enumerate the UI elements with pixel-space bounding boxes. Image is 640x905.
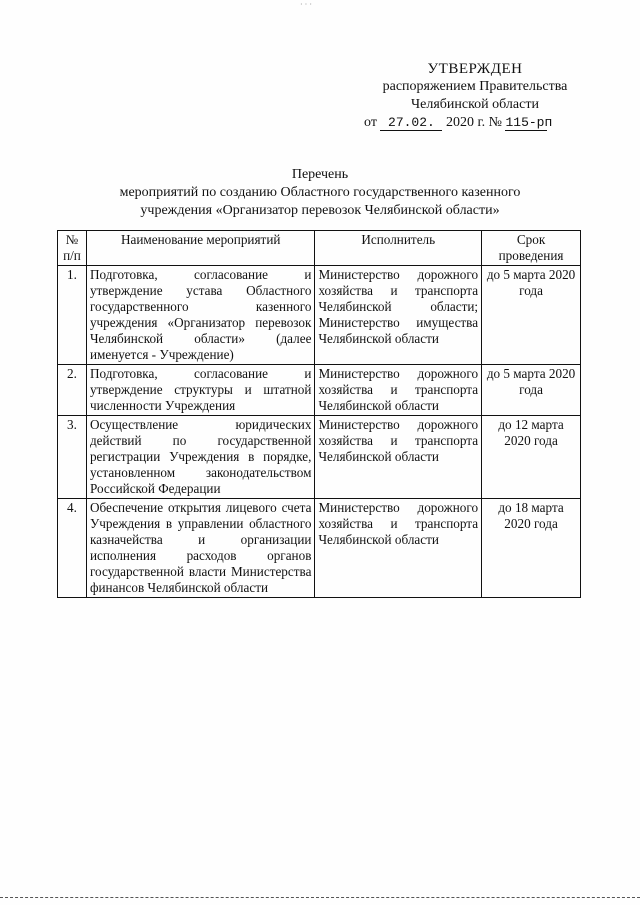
row-num: 1. [58, 266, 87, 365]
measures-table [57, 230, 581, 598]
date-prefix: от [364, 115, 377, 130]
table-row [58, 416, 581, 499]
header-executor: Исполнитель [315, 231, 482, 266]
row-executor: Министерство дорожного хозяйства и транспорта Челябинской области [315, 365, 482, 416]
row-term: до 5 марта 2020 года [482, 365, 581, 416]
row-num: 4. [58, 499, 87, 598]
approval-date: 27.02. [380, 116, 442, 131]
header-term: Срок проведения [482, 231, 581, 266]
row-executor: Министерство дорожного хозяйства и транспорта Челябинской области [315, 416, 482, 499]
row-term: до 12 марта 2020 года [482, 416, 581, 499]
row-term: до 5 марта 2020 года [482, 266, 581, 365]
table-row [58, 499, 581, 598]
heading-line-2: мероприятий по созданию Областного государственного казенного [119, 185, 521, 200]
table-header-row [58, 231, 581, 266]
row-executor: Министерство дорожного хозяйства и транспорта Челябинской области; Министерство имущества Челябинской области [315, 266, 482, 365]
scan-artifact: · · · [300, 0, 312, 9]
approval-line-2: Челябинской области [411, 97, 539, 112]
document-heading [100, 166, 540, 220]
row-name: Обеспечение открытия лицевого счета Учреждения в управлении областного казначейства и организации исполнения расходов органов государственной власти Министерства финансов Челябинской области [86, 499, 314, 598]
row-name: Подготовка, согласование и утверждение структуры и штатной численности Учреждения [86, 365, 314, 416]
header-num: № п/п [58, 231, 87, 266]
table-row [58, 266, 581, 365]
approval-number: 115-рп [505, 115, 553, 130]
row-name: Подготовка, согласование и утверждение устава Областного государственного казенного учреждения «Организатор перевозок Челябинской области» (далее именуется - Учреждение) [86, 266, 314, 365]
heading-line-3: учреждения «Организатор перевозок Челябинской области» [140, 203, 500, 218]
approval-stamp [360, 60, 590, 132]
row-num: 3. [58, 416, 87, 499]
row-name: Осуществление юридических действий по государственной регистрации Учреждения в порядке, установленном законодательством Российской Федерации [86, 416, 314, 499]
row-executor: Министерство дорожного хозяйства и транспорта Челябинской области [315, 499, 482, 598]
approval-dateline [360, 114, 590, 132]
row-num: 2. [58, 365, 87, 416]
approval-title: УТВЕРЖДЕН [427, 61, 523, 77]
row-term: до 18 марта 2020 года [482, 499, 581, 598]
year-text: 2020 г. № [445, 115, 502, 130]
approval-line-1: распоряжением Правительства [382, 79, 568, 94]
scan-bottom-edge [0, 897, 640, 898]
header-name: Наименование мероприятий [86, 231, 314, 266]
table-row [58, 365, 581, 416]
heading-line-1: Перечень [291, 167, 349, 182]
